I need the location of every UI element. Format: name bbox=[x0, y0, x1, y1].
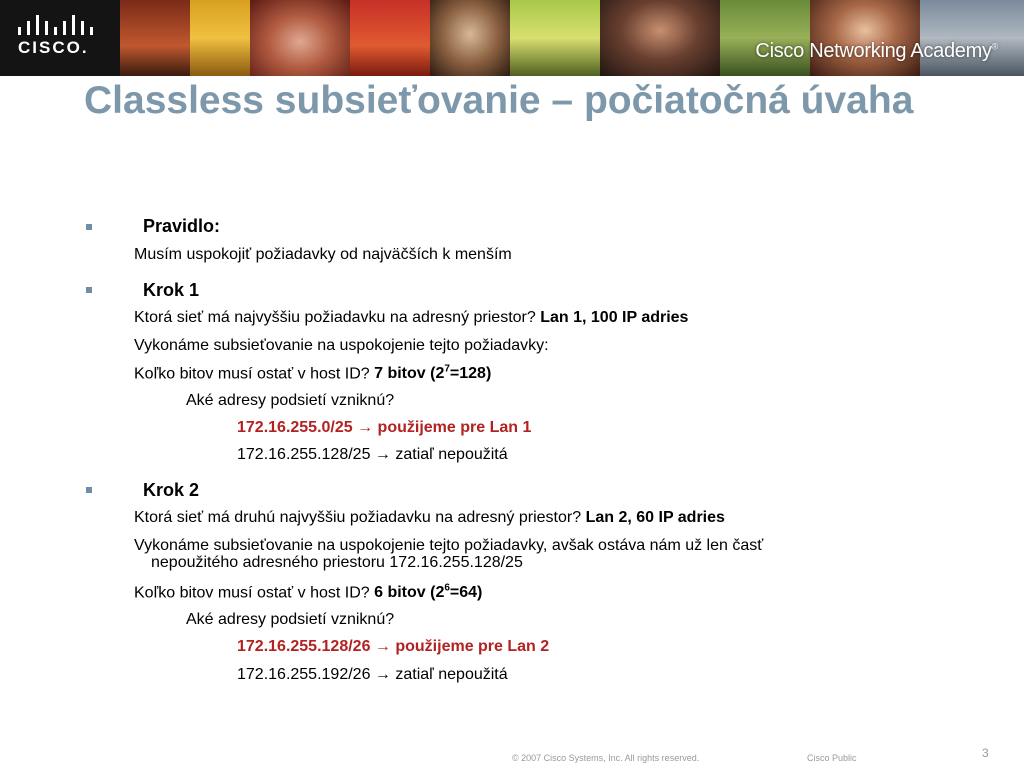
rule-text: Musím uspokojiť požiadavky od najväčších k menším bbox=[134, 246, 512, 263]
cisco-logo bbox=[0, 0, 120, 76]
banner-photo bbox=[600, 0, 720, 76]
banner-photo bbox=[190, 0, 250, 76]
step1-subnet-free: 172.16.255.128/25 → zatiaľ nepoužitá bbox=[237, 446, 508, 463]
slide-title: Classless subsieťovanie – počiatočná úvaha bbox=[84, 79, 914, 122]
cisco-wordmark: CISCO. bbox=[18, 38, 89, 57]
rule-heading: Pravidlo: bbox=[143, 216, 221, 236]
step1-host-bits: Koľko bitov musí ostať v host ID? 7 bitov $(2^7=128)$ bbox=[134, 364, 492, 383]
bullet-icon bbox=[86, 224, 92, 230]
banner-photo bbox=[810, 0, 920, 76]
step1-question-largest: Ktorá sieť má najvyššiu požiadavku na adresný priestor? Lan 1, 100 IP adries bbox=[134, 309, 689, 326]
step2-subnet-used: 172.16.255.128/26 → použijeme pre Lan 2 bbox=[237, 638, 550, 655]
academy-logo: Cisco Networking Academy® bbox=[755, 40, 998, 62]
header-banner bbox=[0, 0, 1024, 76]
step2-host-bits-answer: 6 bitov $(2^6=64)$ bbox=[374, 583, 483, 602]
step1-subnetting-line: Vykonáme subsieťovanie na uspokojenie tejto požiadavky: bbox=[134, 337, 549, 354]
banner-photo bbox=[430, 0, 510, 76]
step1-answer-largest: Lan 1, 100 IP adries bbox=[540, 309, 689, 326]
step2-heading: Krok 2 bbox=[143, 480, 200, 500]
banner-photo bbox=[120, 0, 190, 76]
step2-answer-second: Lan 2, 60 IP adries bbox=[585, 509, 725, 526]
step2-subnets-question: Aké adresy podsietí vzniknú? bbox=[186, 611, 395, 628]
cisco-bridge-icon bbox=[18, 15, 94, 35]
footer-copyright: © 2007 Cisco Systems, Inc. All rights reserved. bbox=[512, 753, 700, 763]
step1-subnets-question: Aké adresy podsietí vzniknú? bbox=[186, 392, 395, 409]
step2-host-bits: Koľko bitov musí ostať v host ID? 6 bitov $(2^6=64)$ bbox=[134, 583, 483, 602]
banner-photo bbox=[920, 0, 1024, 76]
step1-heading: Krok 1 bbox=[143, 280, 200, 300]
bullet-icon bbox=[86, 487, 92, 493]
footer-classification: Cisco Public bbox=[807, 753, 857, 763]
banner-photo bbox=[720, 0, 810, 76]
step2-subnet-free: 172.16.255.192/26 → zatiaľ nepoužitá bbox=[237, 666, 508, 683]
step1-host-bits-answer: 7 bitov $(2^7=128)$ bbox=[374, 364, 492, 383]
page-number: 3 bbox=[982, 746, 989, 760]
registered-mark: ® bbox=[991, 41, 998, 52]
step2-question-second: Ktorá sieť má druhú najvyššiu požiadavku na adresný priestor? Lan 2, 60 IP adries bbox=[134, 509, 725, 526]
bullet-icon bbox=[86, 287, 92, 293]
banner-photo bbox=[510, 0, 600, 76]
banner-photo bbox=[350, 0, 430, 76]
banner-photo bbox=[250, 0, 350, 76]
step1-subnet-used: 172.16.255.0/25 → použijeme pre Lan 1 bbox=[237, 419, 532, 436]
step2-subnetting-line: Vykonáme subsieťovanie na uspokojenie tejto požiadavky, avšak ostáva nám už len časť nepoužitého adresného priestoru 172.16.255.128/25 bbox=[134, 537, 764, 571]
